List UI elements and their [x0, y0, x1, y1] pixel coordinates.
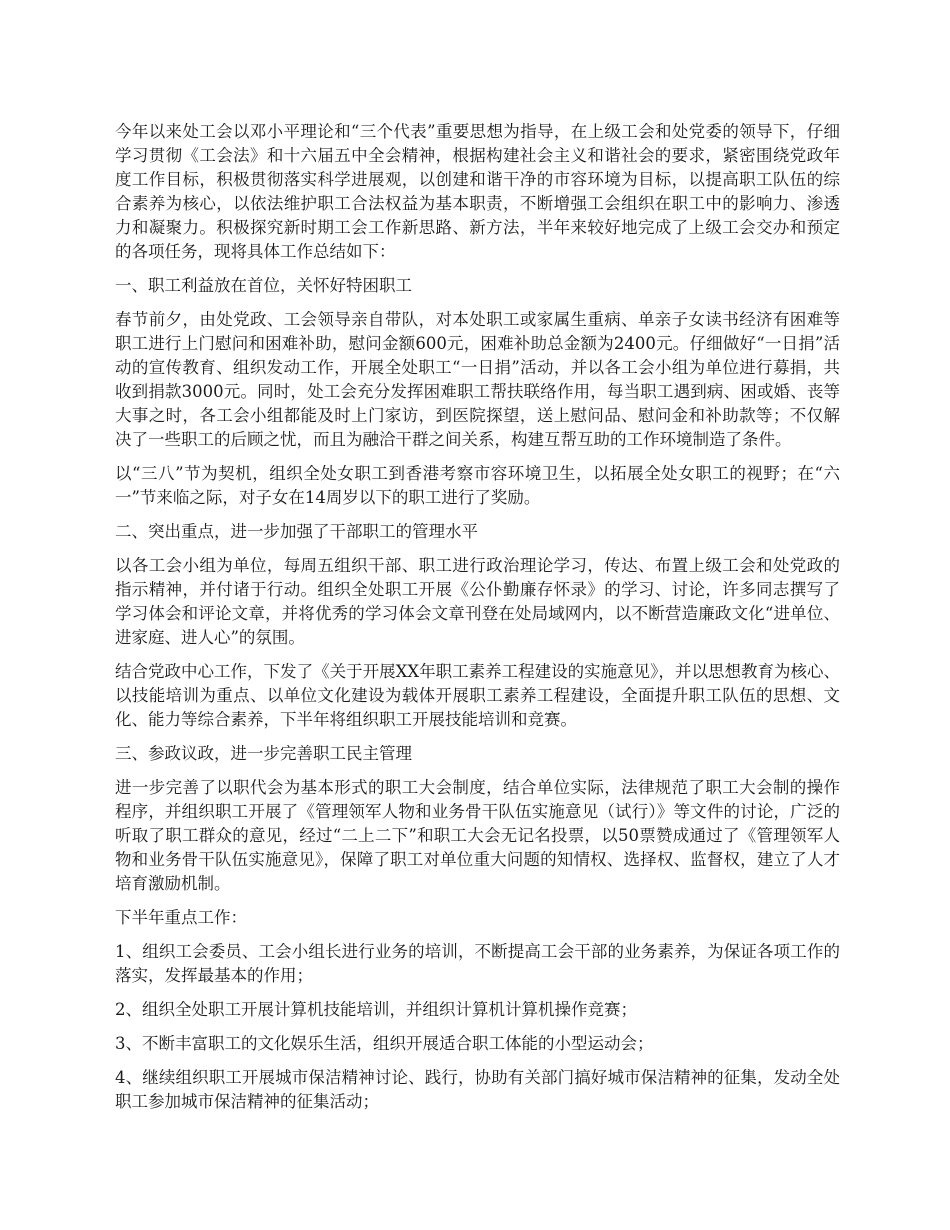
section-3-paragraph-1: 进一步完善了以职代会为基本形式的职工大会制度，结合单位实际，法律规范了职工大会制的操作程序，并组织职工开展了《管理领军人物和业务骨干队伍实施意见（试行）》等文件的讨论，广泛的听取了职工群众的意见，经过“二上二下”和职工大会无记名投票，以50票赞成通过了《管理领军人物和业务骨干队伍实施意见》，保障了职工对单位重大问题的知情权、选择权、监督权，建立了人才培育激励机制。: [115, 778, 840, 893]
list-item: 3、不断丰富职工的文化娱乐生活，组织开展适合职工体能的小型运动会；: [115, 1034, 654, 1053]
section-2-paragraph-2: 结合党政中心工作，下发了《关于开展XX年职工素养工程建设的实施意见》，并以思想教育为核心、以技能培训为重点、以单位文化建设为载体开展职工素养工程建设，全面提升职工队伍的思想、文化、能力等综合素养，下半年将组织职工开展技能培训和竞赛。: [115, 662, 840, 729]
intro-paragraph: 今年以来处工会以邓小平理论和“三个代表”重要思想为指导，在上级工会和处党委的领导下，仔细学习贯彻《工会法》和十六届五中全会精神，根据构建社会主义和谐社会的要求，紧密围绕党政年度工作目标，积极贯彻落实科学进展观，以创建和谐干净的市容环境为目标，以提高职工队伍的综合素养为核心，以依法维护职工合法权益为基本职责，不断增强工会组织在职工中的影响力、渗透力和凝聚力。积极探究新时期工会工作新思路、新方法，半年来较好地完成了上级工会交办和预定的各项任务，现将具体工作总结如下：: [115, 122, 840, 261]
document-body: [115, 120, 840, 1124]
section-1-paragraph-1: 春节前夕，由处党政、工会领导亲自带队，对本处职工或家属生重病、单亲子女读书经济有困难等职工进行上门慰问和困难补助，慰问金额600元，困难补助总金额为2400元。仔细做好“一日捐”活动的宣传教育、组织发动工作，开展全处职工“一日捐”活动，并以各工会小组为单位进行募捐，共收到捐款3000元。同时，处工会充分发挥困难职工帮扶联络作用，每当职工遇到病、困或婚、丧等大事之时，各工会小组都能及时上门家访，到医院探望，送上慰问品、慰问金和补助款等；不仅解决了一些职工的后顾之忧，而且为融洽干群之间关系，构建互帮互助的工作环境制造了条件。: [115, 310, 840, 449]
list-item: 1、组织工会委员、工会小组长进行业务的培训，不断提高工会干部的业务素养，为保证各项工作的落实，发挥最基本的作用；: [115, 942, 840, 985]
list-item: 2、组织全处职工开展计算机技能培训，并组织计算机计算机操作竞赛；: [115, 1000, 637, 1019]
section-heading-1: 一、职工利益放在首位，关怀好特困职工: [115, 276, 412, 295]
list-item: 4、继续组织职工开展城市保洁精神讨论、践行，协助有关部门搞好城市保洁精神的征集，发动全处职工参加城市保洁精神的征集活动；: [115, 1068, 840, 1111]
section-1-paragraph-2: 以“三八”节为契机，组织全处女职工到香港考察市容环境卫生，以拓展全处女职工的视野；在“六一”节来临之际，对子女在14周岁以下的职工进行了奖励。: [115, 464, 840, 507]
section-2-paragraph-1: 以各工会小组为单位，每周五组织干部、职工进行政治理论学习，传达、布置上级工会和处党政的指示精神，并付诸于行动。组织全处职工开展《公仆勤廉存怀录》的学习、讨论，许多同志撰写了学习体会和评论文章，并将优秀的学习体会文章刊登在处局域网内，以不断营造廉政文化“进单位、进家庭、进人心”的氛围。: [115, 556, 840, 647]
section-heading-4: 下半年重点工作：: [115, 908, 247, 927]
section-heading-3: 三、参政议政，进一步完善职工民主管理: [115, 744, 412, 763]
section-heading-2: 二、突出重点，进一步加强了干部职工的管理水平: [115, 522, 478, 541]
